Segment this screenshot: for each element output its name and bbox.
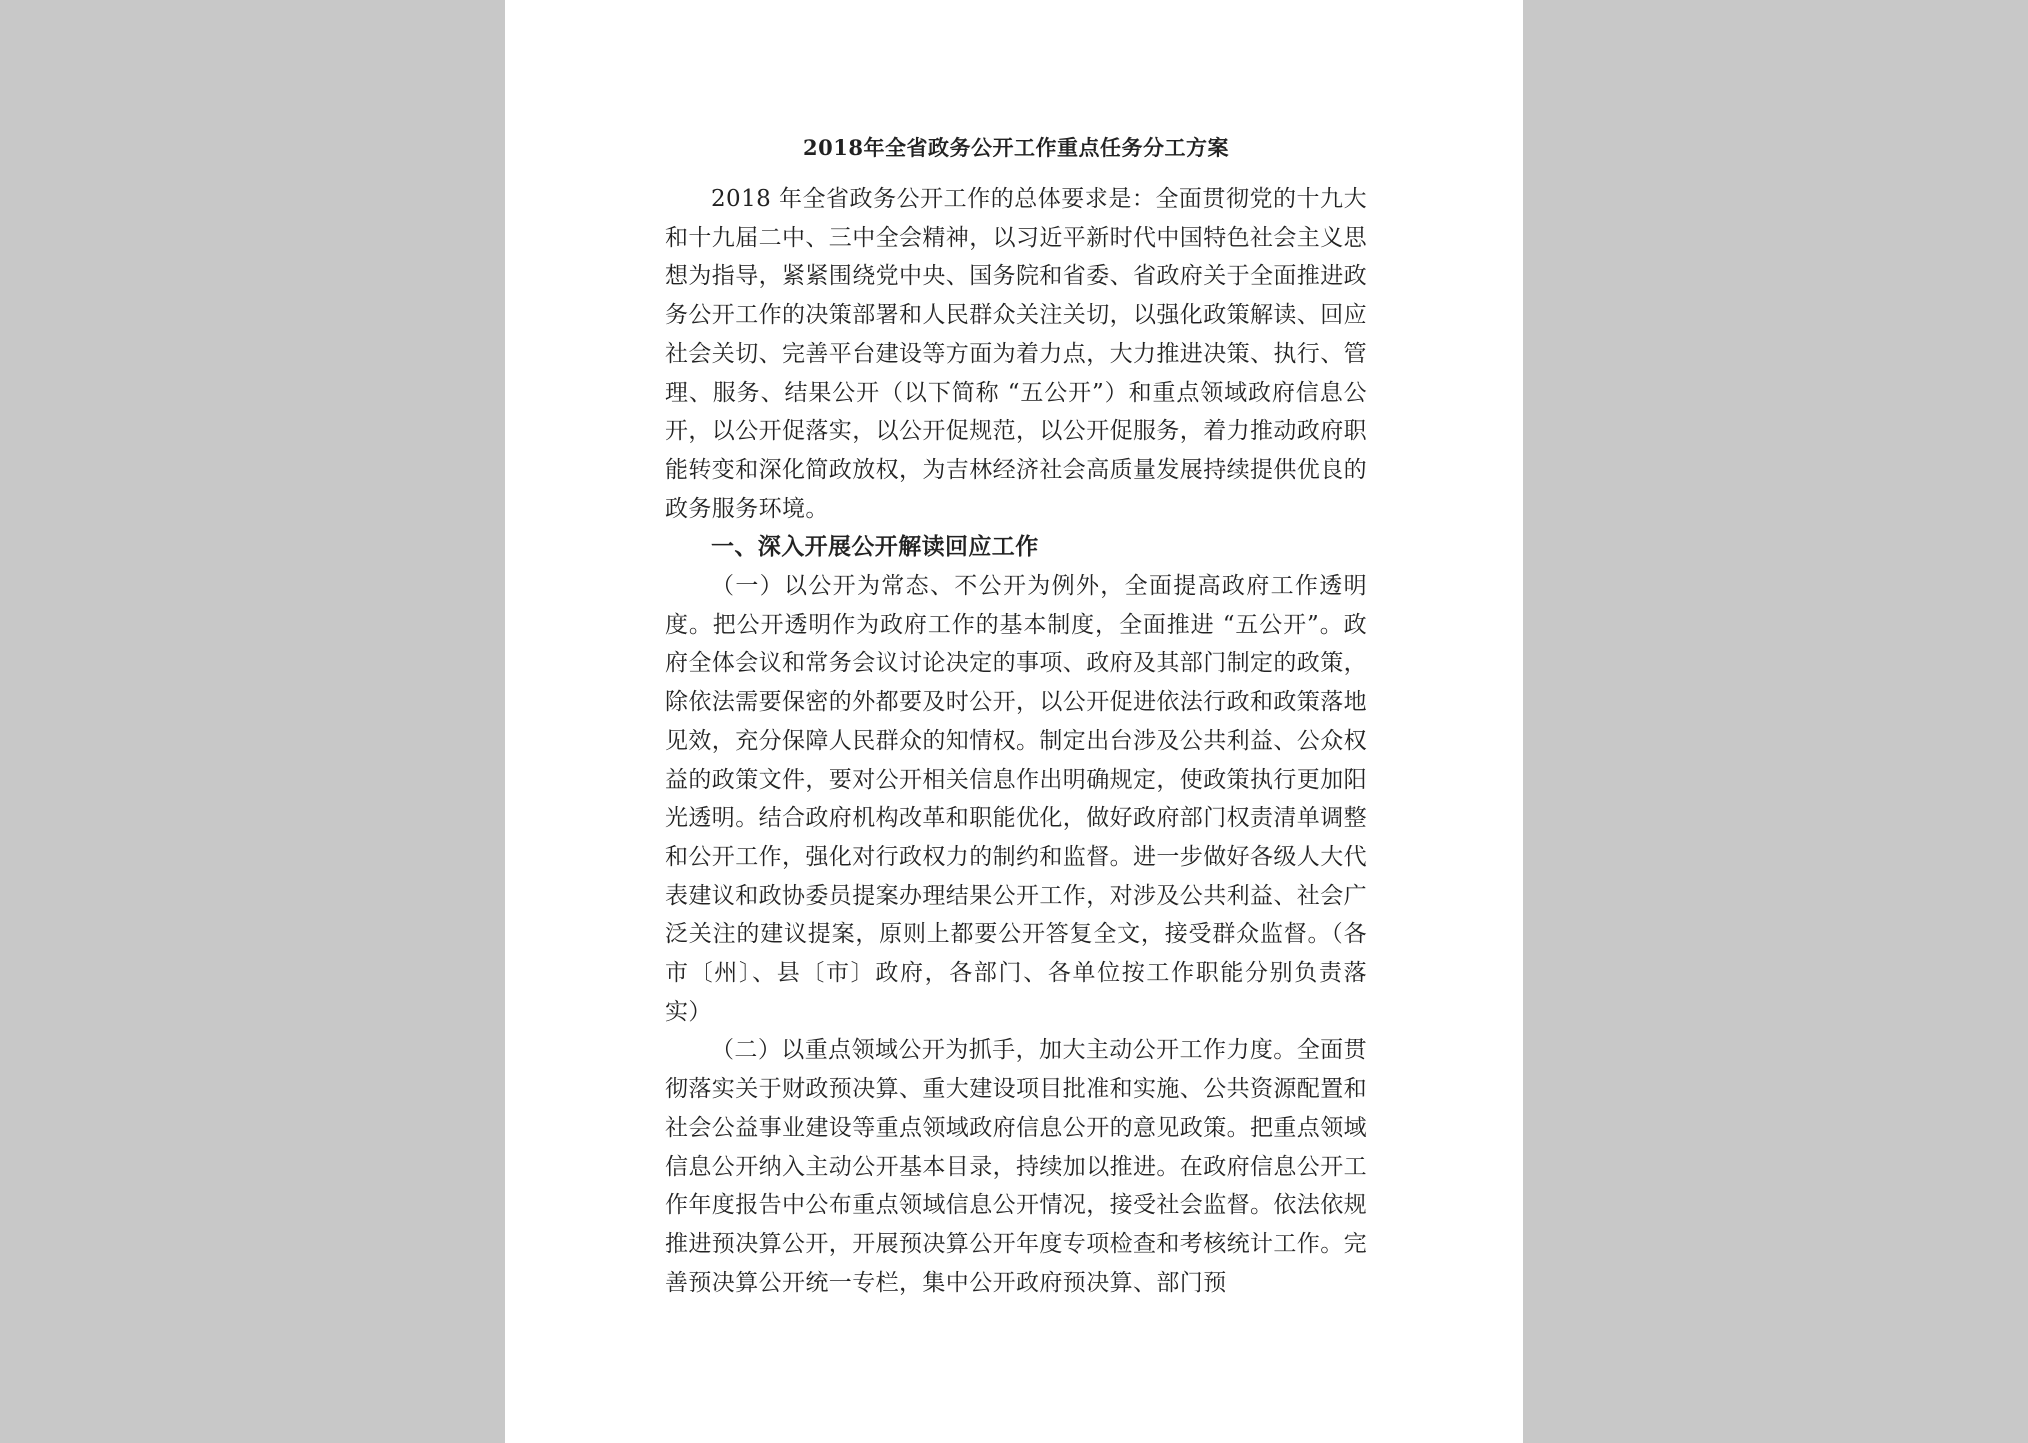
- item-paragraph-2: （二）以重点领域公开为抓手，加大主动公开工作力度。全面贯彻落实关于财政预决算、重大建设项目批准和实施、公共资源配置和社会公益事业建设等重点领域政府信息公开的意见政策。把重点领域信息公开纳入主动公开基本目录，持续加以推进。在政府信息公开工作年度报告中公布重点领域信息公开情况，接受社会监督。依法依规推进预决算公开，开展预决算公开年度专项检查和考核统计工作。完善预决算公开统一专栏，集中公开政府预决算、部门预: [665, 1037, 1367, 1296]
- document-title: 2018年全省政务公开工作重点任务分工方案: [803, 135, 1229, 160]
- document-page: [505, 0, 1523, 1443]
- intro-paragraph: 2018 年全省政务公开工作的总体要求是：全面贯彻党的十九大和十九届二中、三中全会精神，以习近平新时代中国特色社会主义思想为指导，紧紧围绕党中央、国务院和省委、省政府关于全面推进政务公开工作的决策部署和人民群众关注关切，以强化政策解读、回应社会关切、完善平台建设等方面为着力点，大力推进决策、执行、管理、服务、结果公开（以下简称 “五公开”）和重点领域政府信息公开，以公开促落实，以公开促规范，以公开促服务，着力推动政府职能转变和深化简政放权，为吉林经济社会高质量发展持续提供优良的政务服务环境。: [665, 186, 1367, 522]
- item-paragraph-1: （一）以公开为常态、不公开为例外，全面提高政府工作透明度。把公开透明作为政府工作的基本制度，全面推进 “五公开”。政府全体会议和常务会议讨论决定的事项、政府及其部门制定的政策，除依法需要保密的外都要及时公开，以公开促进依法行政和政策落地见效，充分保障人民群众的知情权。制定出台涉及公共利益、公众权益的政策文件，要对公开相关信息作出明确规定，使政策执行更加阳光透明。结合政府机构改革和职能优化，做好政府部门权责清单调整和公开工作，强化对行政权力的制约和监督。进一步做好各级人大代表建议和政协委员提案办理结果公开工作，对涉及公共利益、社会广泛关注的建议提案，原则上都要公开答复全文，接受群众监督。（各市〔州〕、县〔市〕政府，各部门、各单位按工作职能分别负责落实）: [665, 573, 1367, 1025]
- document-body: [665, 128, 1367, 1302]
- section-heading: 一、深入开展公开解读回应工作: [711, 533, 1039, 561]
